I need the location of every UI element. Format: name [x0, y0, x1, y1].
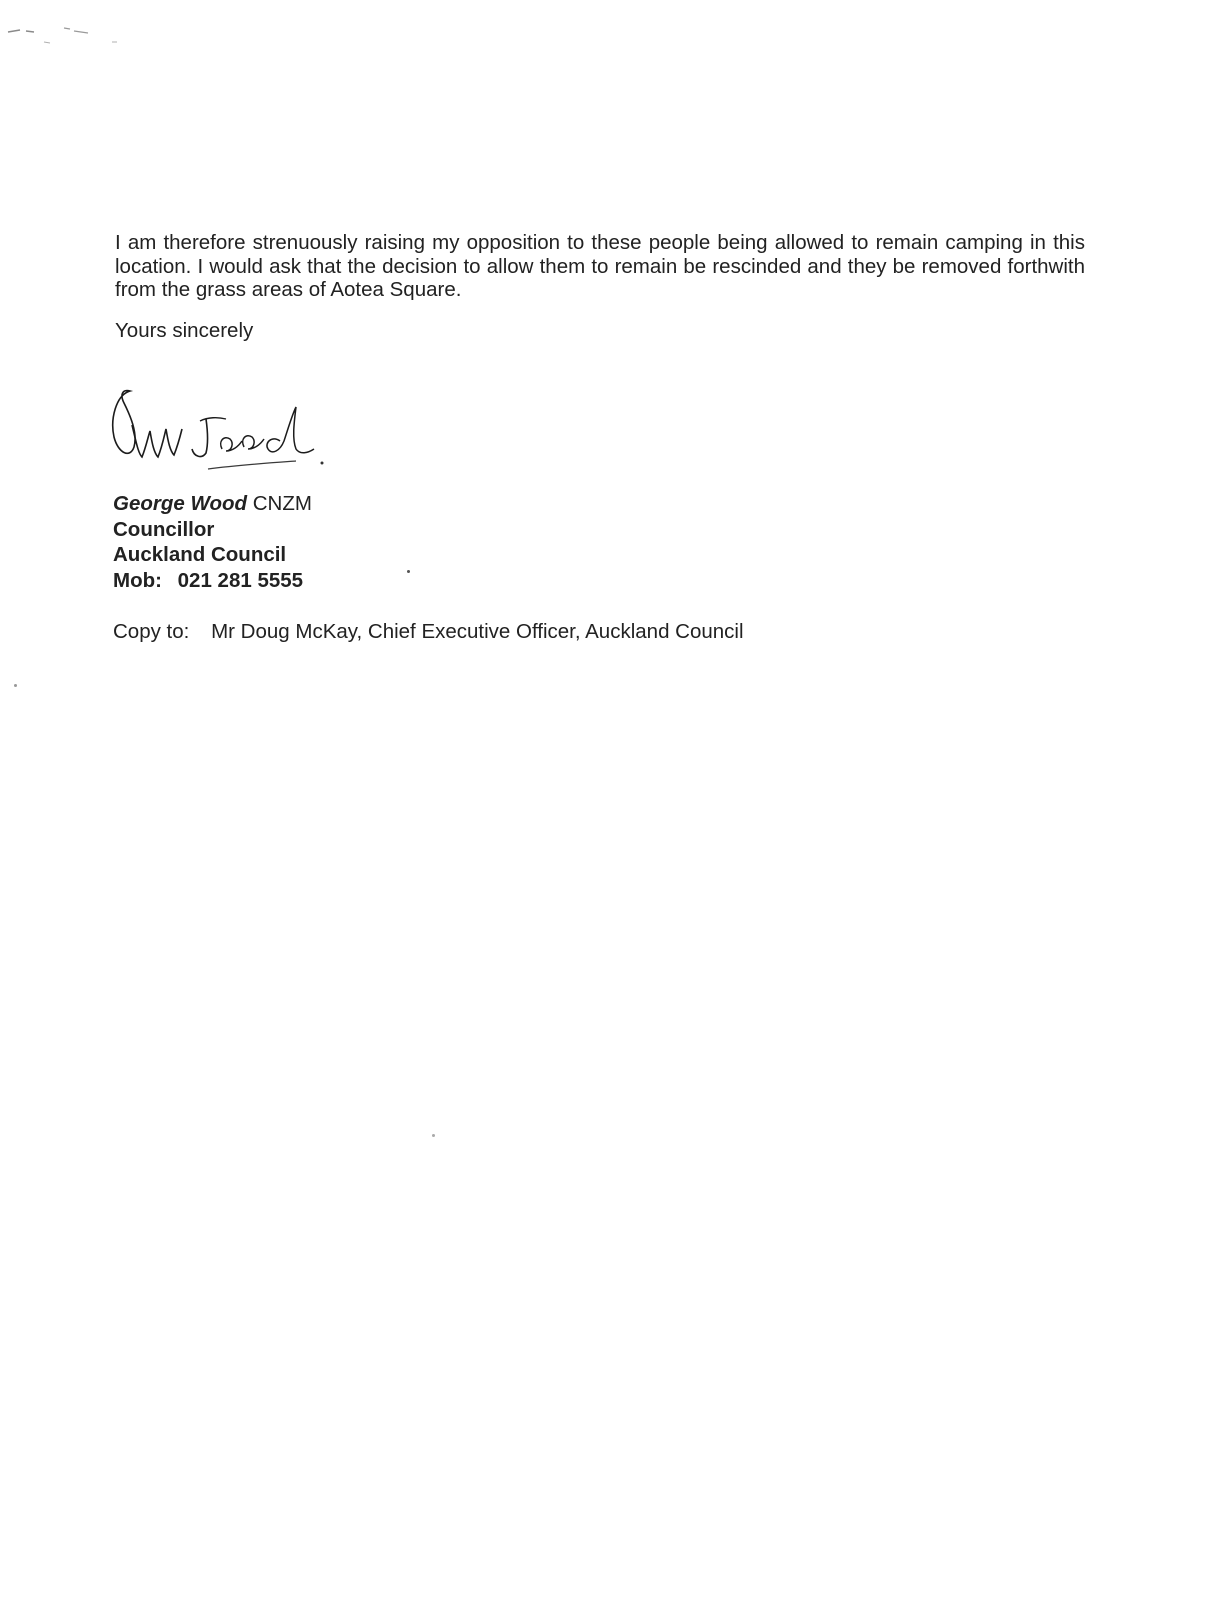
mobile-label: Mob:: [113, 568, 162, 592]
scan-speck: [432, 1134, 435, 1137]
signatory-title: Councillor: [113, 517, 215, 541]
signatory-line: [113, 491, 312, 517]
scan-speck: [407, 570, 410, 573]
copy-to-line: [113, 620, 744, 644]
scan-artifact-mark: [4, 12, 124, 52]
signatory-postnominal: CNZM: [252, 492, 312, 515]
copy-to-label: Copy to:: [113, 620, 190, 643]
handwritten-signature: [108, 385, 338, 490]
signatory-name: George Wood: [113, 492, 248, 515]
closing-salutation: Yours sincerely: [115, 319, 254, 342]
body-paragraph: I am therefore strenuously raising my opposition to these people being allowed to remain camping in this location. I would ask that the decision to allow them to remain be rescinded and they be removed forthwith from the grass areas of Aotea Square.: [115, 231, 1085, 301]
signatory-organisation: Auckland Council: [113, 543, 287, 566]
signatory-mobile: [113, 568, 312, 594]
signature-block: [113, 491, 312, 593]
copy-to-recipients: Mr Doug McKay, Chief Executive Officer, Auckland Council: [211, 620, 744, 643]
scan-speck: [14, 684, 17, 687]
mobile-number: 021 281 5555: [177, 568, 304, 592]
